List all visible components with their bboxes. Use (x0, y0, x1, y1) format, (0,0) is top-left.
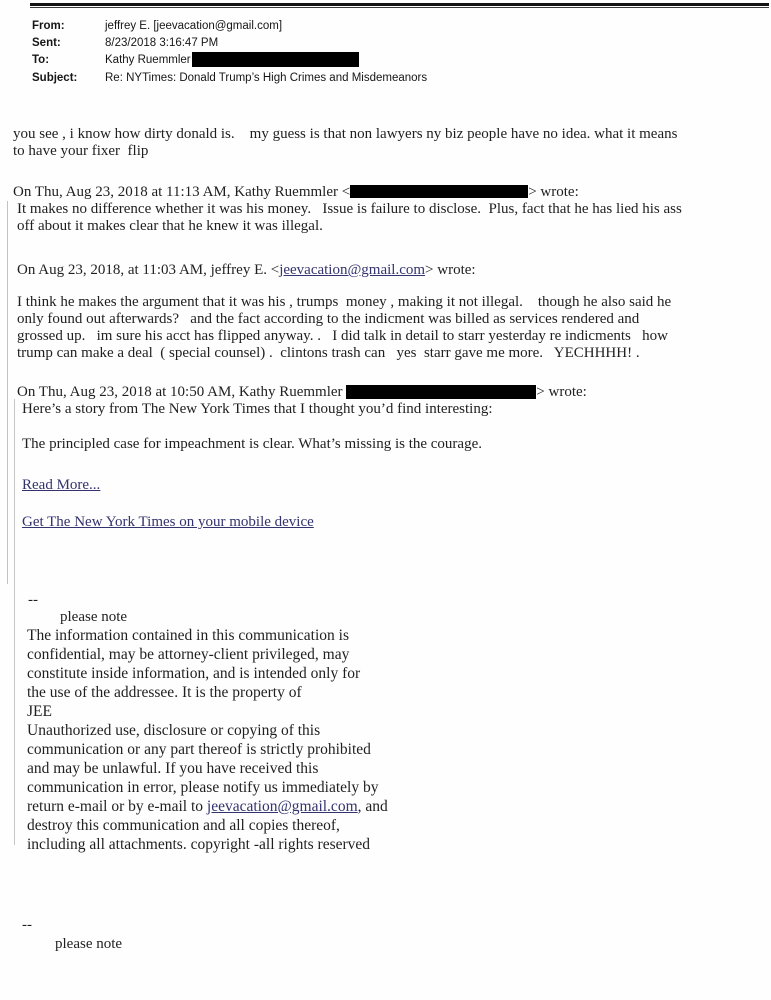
quote2-attribution (17, 262, 765, 279)
signature-separator: -- (28, 592, 38, 608)
message-line: to have your fixer flip (13, 143, 149, 159)
top-rule (30, 3, 769, 6)
header-sent-value: 8/23/2018 3:16:47 PM (105, 37, 219, 50)
header-to-value (105, 52, 359, 69)
header-subject-label: Subject: (32, 71, 78, 84)
signature-email-suffix: , and (357, 798, 388, 815)
signature-email-prefix: return e-mail or by e-mail to (27, 798, 207, 815)
read-more-link[interactable]: Read More... (22, 477, 101, 493)
quote3-attribution-prefix: On Thu, Aug 23, 2018 at 10:50 AM, Kathy Ruemmler (17, 384, 347, 400)
signature-line: including all attachments. copyright -all rights reserved (27, 836, 371, 853)
quote2-content (17, 294, 765, 362)
quote3-attribution-suffix: > wrote: (536, 384, 587, 400)
signature-note: please note (60, 609, 128, 625)
quote2-attribution-prefix: On Aug 23, 2018, at 11:03 AM, jeffrey E. < (17, 262, 280, 278)
header-to-row (32, 52, 427, 69)
email-redaction-bar (350, 185, 528, 198)
email-body (13, 126, 765, 953)
signature-line: JEE (27, 703, 52, 720)
quote3-intro-line: Here’s a story from The New York Times that I thought you’d find interesting: (22, 401, 493, 417)
header-from-label: From: (32, 20, 65, 32)
signature-line: confidential, may be attorney-client privileged, may (27, 646, 350, 663)
quote1-content (17, 201, 765, 235)
quote1-attribution-prefix: On Thu, Aug 23, 2018 at 11:13 AM, Kathy Ruemmler < (13, 184, 351, 200)
signature-line: the use of the addressee. It is the property of (27, 684, 302, 701)
sender-email-link[interactable]: jeevacation@gmail.com (279, 262, 426, 278)
quote2-line: grossed up. im sure his acct has flipped anyway. . I did talk in detail to starr yesterday re indicments how (17, 328, 668, 344)
footer-note: please note (55, 936, 123, 952)
header-to-name: Kathy Ruemmler (105, 54, 191, 67)
quote2-line: I think he makes the argument that it was his , trumps money , making it not illegal. though he also said he (17, 294, 672, 310)
quote2-attribution-suffix: > wrote: (425, 262, 476, 278)
message-line: you see , i know how dirty donald is. my guess is that non lawyers ny biz people have no idea. what it means (13, 126, 678, 142)
header-from-row (32, 18, 427, 35)
quote3-pull-quote: The principled case for impeachment is clear. What’s missing is the courage. (22, 436, 482, 452)
signature-line: destroy this communication and all copies thereof, (27, 817, 340, 834)
quote-level1-line (7, 201, 8, 584)
signature-line: communication or any part thereof is strictly prohibited (27, 741, 371, 758)
quote2-line: only found out afterwards? and the fact according to the indicment was billed as services rendered and (17, 311, 640, 327)
signature-line: Unauthorized use, disclosure or copying of this (27, 722, 321, 739)
quote1-attribution-suffix: > wrote: (528, 184, 579, 200)
header-to-label: To: (32, 54, 50, 67)
signature-email-link[interactable]: jeevacation@gmail.com (206, 798, 358, 815)
signature-email-line (27, 797, 765, 816)
quote1-line: It makes no difference whether it was his money. Issue is failure to disclose. Plus, fact that he has lied his ass (17, 201, 682, 217)
quote1-attribution (13, 184, 765, 201)
footer-separator: -- (22, 917, 32, 933)
email-header (32, 18, 427, 87)
header-sent-row (32, 35, 427, 52)
quote1-line: off about it makes clear that he knew it was illegal. (17, 218, 323, 234)
to-redaction-bar (192, 52, 359, 67)
signature-block (27, 626, 765, 854)
quote2-line: trump can make a deal ( special counsel) . clintons trash can yes starr gave me more. YECHHHH! . (17, 345, 640, 361)
top-rule-shadow (30, 7, 769, 8)
email-redaction-bar (346, 385, 536, 399)
header-subject-value: Re: NYTimes: Donald Trump’s High Crimes and Misdemeanors (105, 71, 428, 84)
signature-line: constitute inside information, and is intended only for (27, 665, 361, 682)
header-sent-label: Sent: (32, 37, 61, 50)
quote3-content (22, 401, 765, 854)
signature-line: and may be unlawful. If you have received this (27, 760, 319, 777)
quote3-attribution (17, 384, 765, 401)
nyt-mobile-link[interactable]: Get The New York Times on your mobile device (22, 514, 314, 530)
header-from-value: jeffrey E. [jeevacation@gmail.com] (105, 20, 283, 32)
signature-line: The information contained in this communication is (27, 627, 349, 644)
signature-line: communication in error, please notify us immediately by (27, 779, 379, 796)
header-subject-row (32, 70, 427, 87)
